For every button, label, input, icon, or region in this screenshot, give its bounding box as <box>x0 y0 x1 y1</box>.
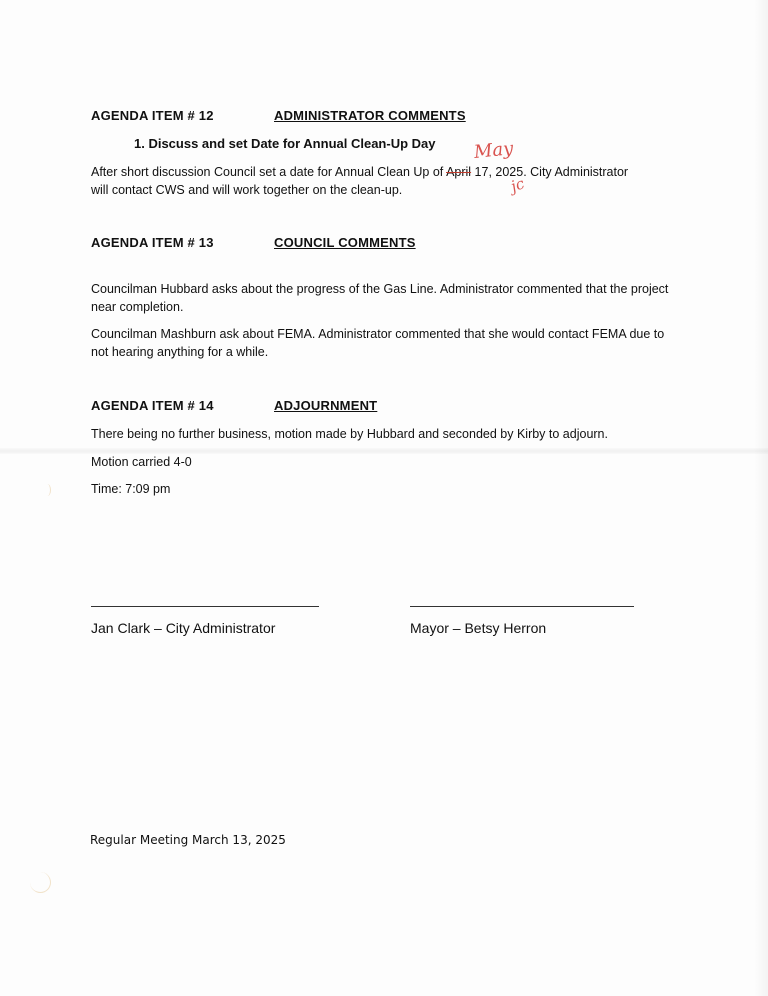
agenda-item-13-heading <box>91 235 416 250</box>
paragraph-text: After short discussion Council set a date for Annual Clean Up of <box>91 165 447 179</box>
handwritten-correction: May <box>473 138 515 163</box>
agenda-item-title: COUNCIL COMMENTS <box>274 235 416 250</box>
struck-text: April <box>446 165 472 179</box>
paragraph-text: 17, 2025. City Administrator <box>471 165 629 179</box>
scan-mark <box>44 484 51 496</box>
agenda-item-number: AGENDA ITEM # 14 <box>91 398 214 413</box>
agenda-item-13-paragraph-1: Councilman Hubbard asks about the progress of the Gas Line. Administrator commented that the project near completion. <box>91 282 669 314</box>
signature-name-right: Mayor – Betsy Herron <box>410 620 547 636</box>
agenda-item-13-paragraph-2: Councilman Mashburn ask about FEMA. Administrator commented that she would contact FEMA due to not hearing anything for a while. <box>91 327 665 359</box>
signature-name-left: Jan Clark – City Administrator <box>91 620 276 636</box>
agenda-item-12-paragraph <box>91 163 691 199</box>
adjournment-time: Time: 7:09 pm <box>91 482 171 496</box>
agenda-item-number: AGENDA ITEM # 12 <box>91 108 214 123</box>
agenda-subitem: 1. Discuss and set Date for Annual Clean-Up Day <box>134 136 436 151</box>
signature-line-right <box>410 606 634 607</box>
motion-result: Motion carried 4-0 <box>91 455 192 469</box>
agenda-item-number: AGENDA ITEM # 13 <box>91 235 214 250</box>
agenda-item-title: ADMINISTRATOR COMMENTS <box>274 108 466 123</box>
agenda-item-title: ADJOURNMENT <box>274 398 378 413</box>
agenda-item-12-heading <box>91 108 466 123</box>
paragraph-text: will contact CWS and will work together on the clean-up. <box>91 183 403 197</box>
agenda-item-14-heading <box>91 398 377 413</box>
page-footer: Regular Meeting March 13, 2025 <box>90 833 286 847</box>
handwritten-initials: jc <box>508 174 527 196</box>
signature-line-left <box>91 606 319 607</box>
adjournment-motion: There being no further business, motion made by Hubbard and seconded by Kirby to adjourn. <box>91 427 608 441</box>
scan-mark <box>30 872 51 893</box>
